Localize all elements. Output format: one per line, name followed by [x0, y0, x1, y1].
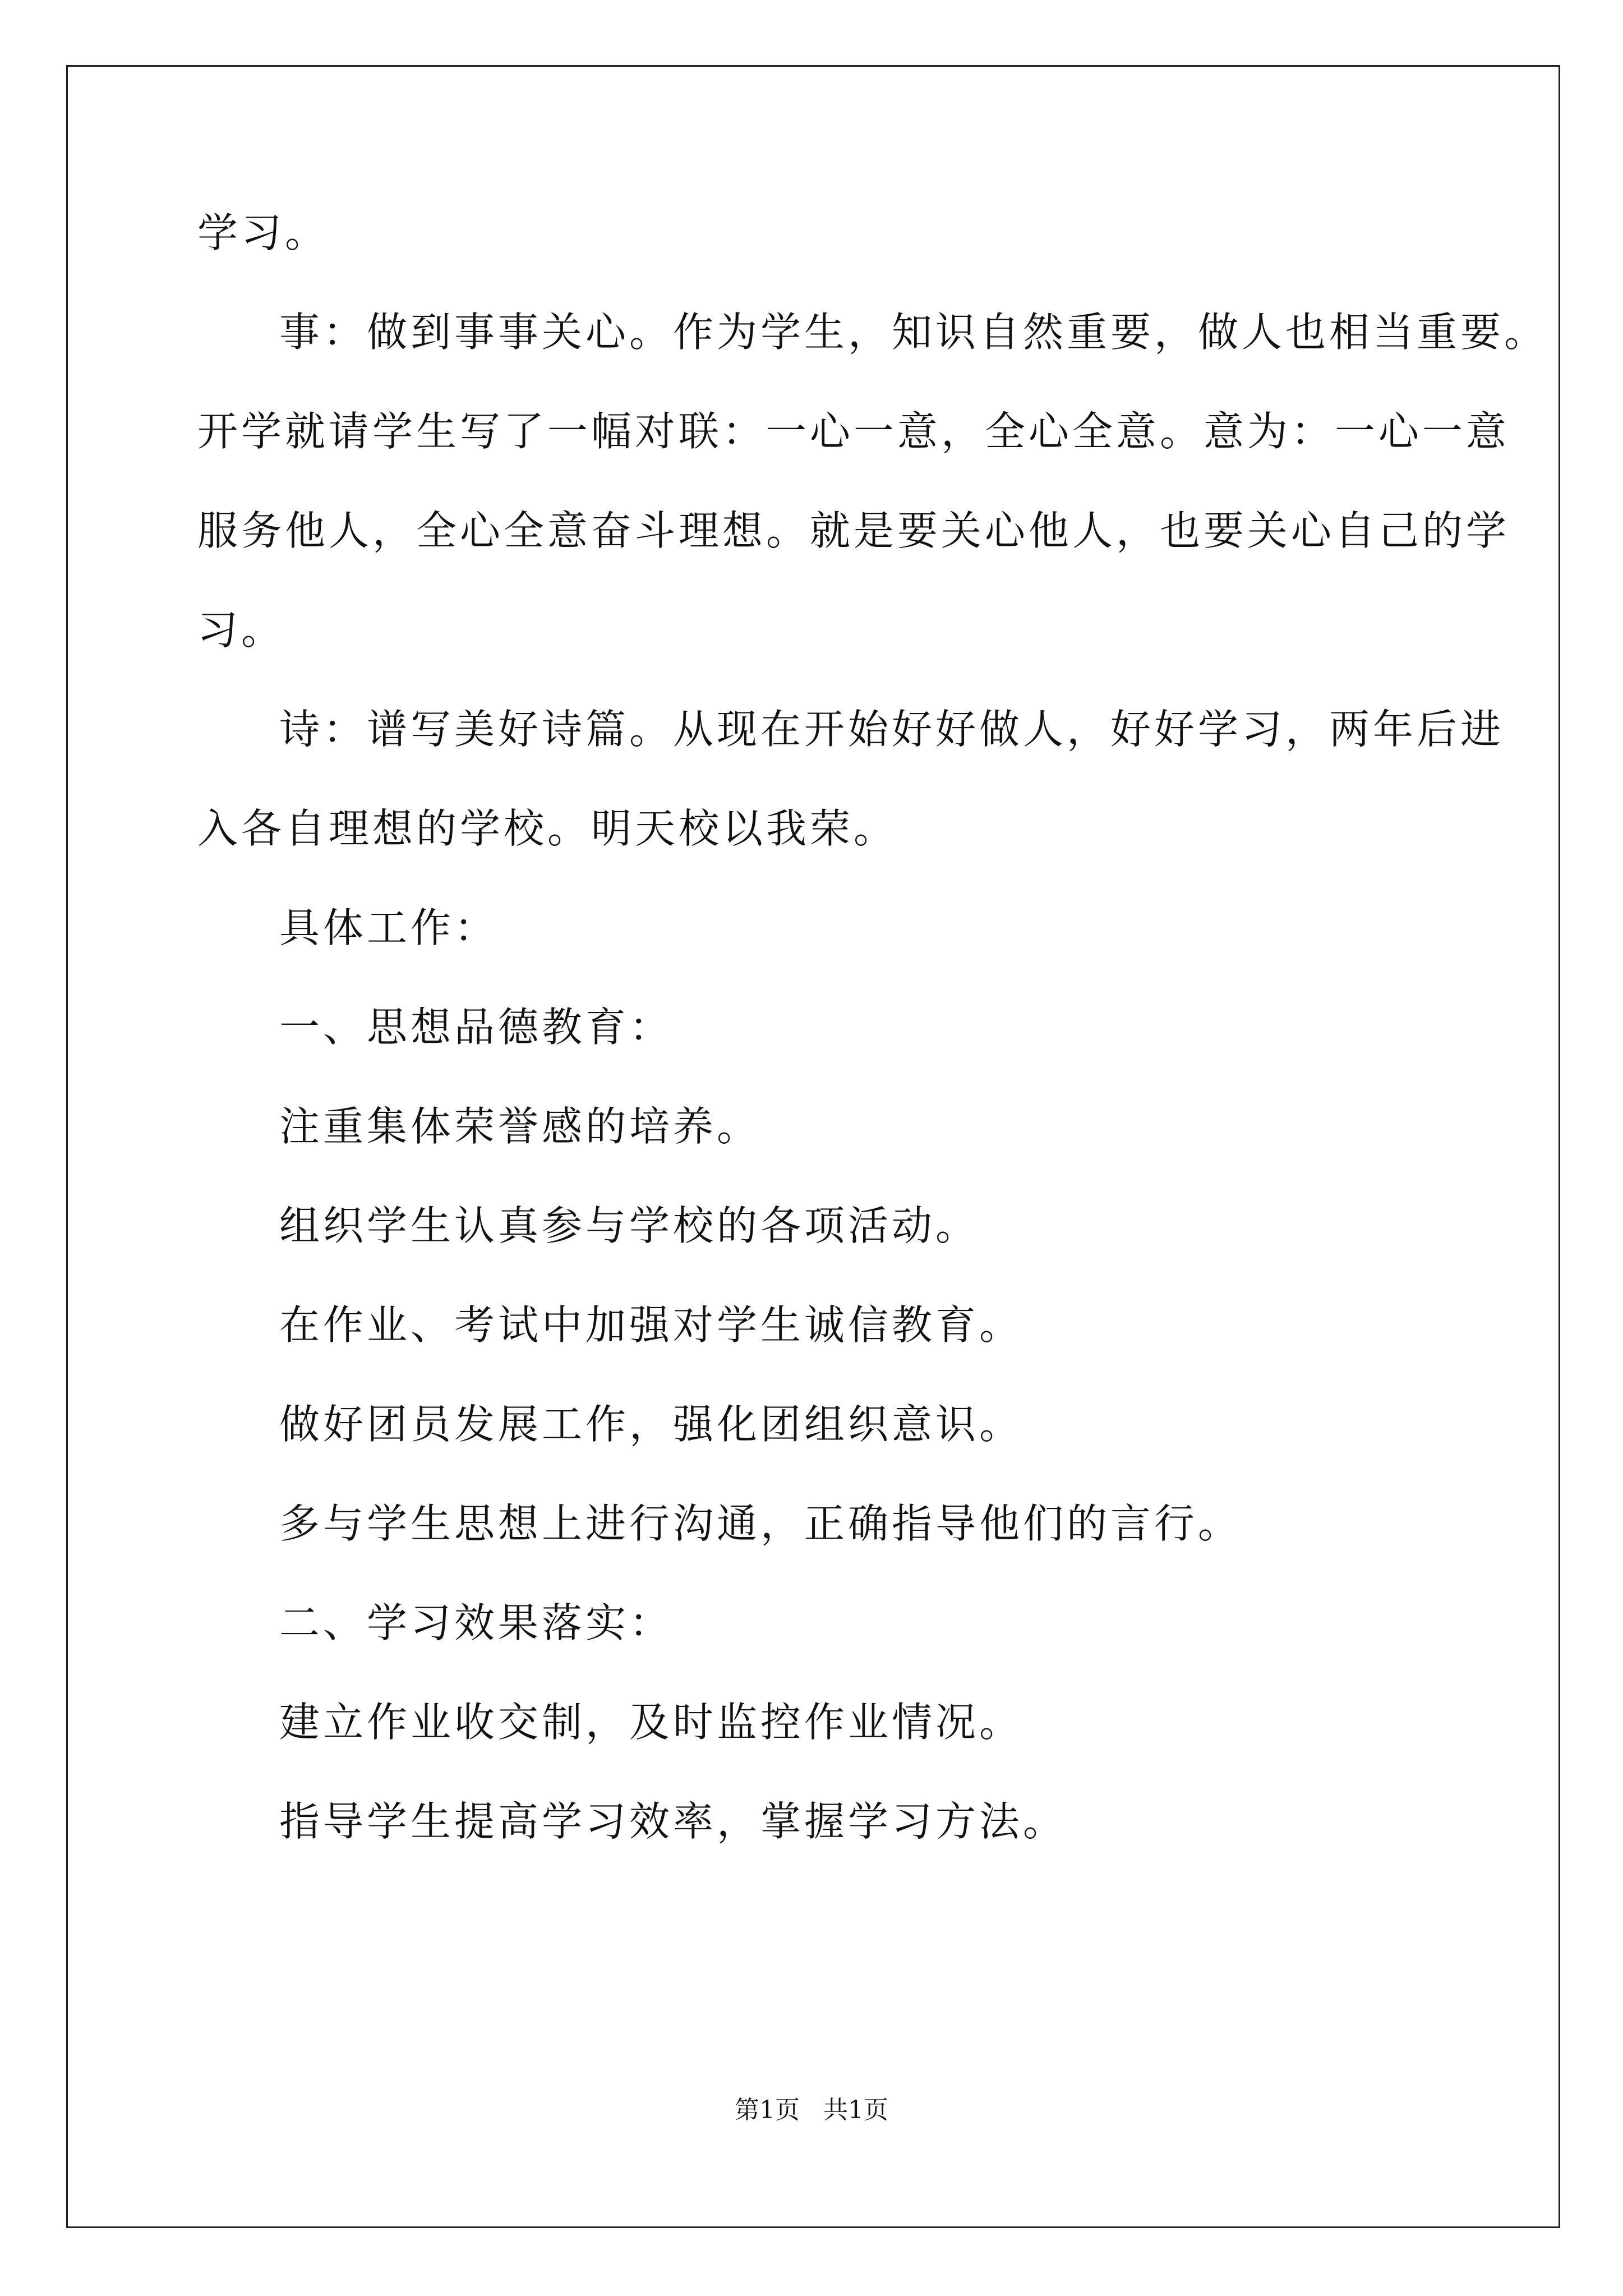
list-item: 在作业、考试中加强对学生诚信教育。: [279, 1301, 1023, 1349]
list-item: 建立作业收交制，及时监控作业情况。: [279, 1699, 1023, 1746]
list-item: 多与学生思想上进行沟通，正确指导他们的言行。: [279, 1500, 1242, 1547]
list-item: 注重集体荣誉感的培养。: [279, 1103, 761, 1150]
list-item: 做好团员发展工作，强化团组织意识。: [279, 1401, 1023, 1448]
body-text-line: 具体工作：: [279, 904, 499, 951]
body-text-line: 学习。: [197, 209, 329, 256]
body-text-line: 服务他人，全心全意奋斗理想。就是要关心他人，也要关心自己的学: [197, 507, 1510, 554]
body-text-line: 开学就请学生写了一幅对联：一心一意，全心全意。意为：一心一意: [197, 408, 1510, 455]
list-item: 组织学生认真参与学校的各项活动。: [279, 1202, 980, 1249]
list-item: 指导学生提高学习效率，掌握学习方法。: [279, 1798, 1067, 1845]
body-text-line: 入各自理想的学校。明天校以我荣。: [197, 805, 898, 852]
page-total: 共1页: [823, 2096, 888, 2124]
body-text-line: 事：做到事事关心。作为学生，知识自然重要，做人也相当重要。: [279, 309, 1548, 356]
body-text-line: 诗：谱写美好诗篇。从现在开始好好做人，好好学习，两年后进: [279, 706, 1505, 753]
page-number: 第1页: [735, 2096, 800, 2124]
body-text-line: 习。: [197, 606, 285, 654]
section-heading: 二、学习效果落实：: [279, 1599, 674, 1646]
page-footer: [0, 2093, 1623, 2127]
section-heading: 一、思想品德教育：: [279, 1004, 674, 1051]
